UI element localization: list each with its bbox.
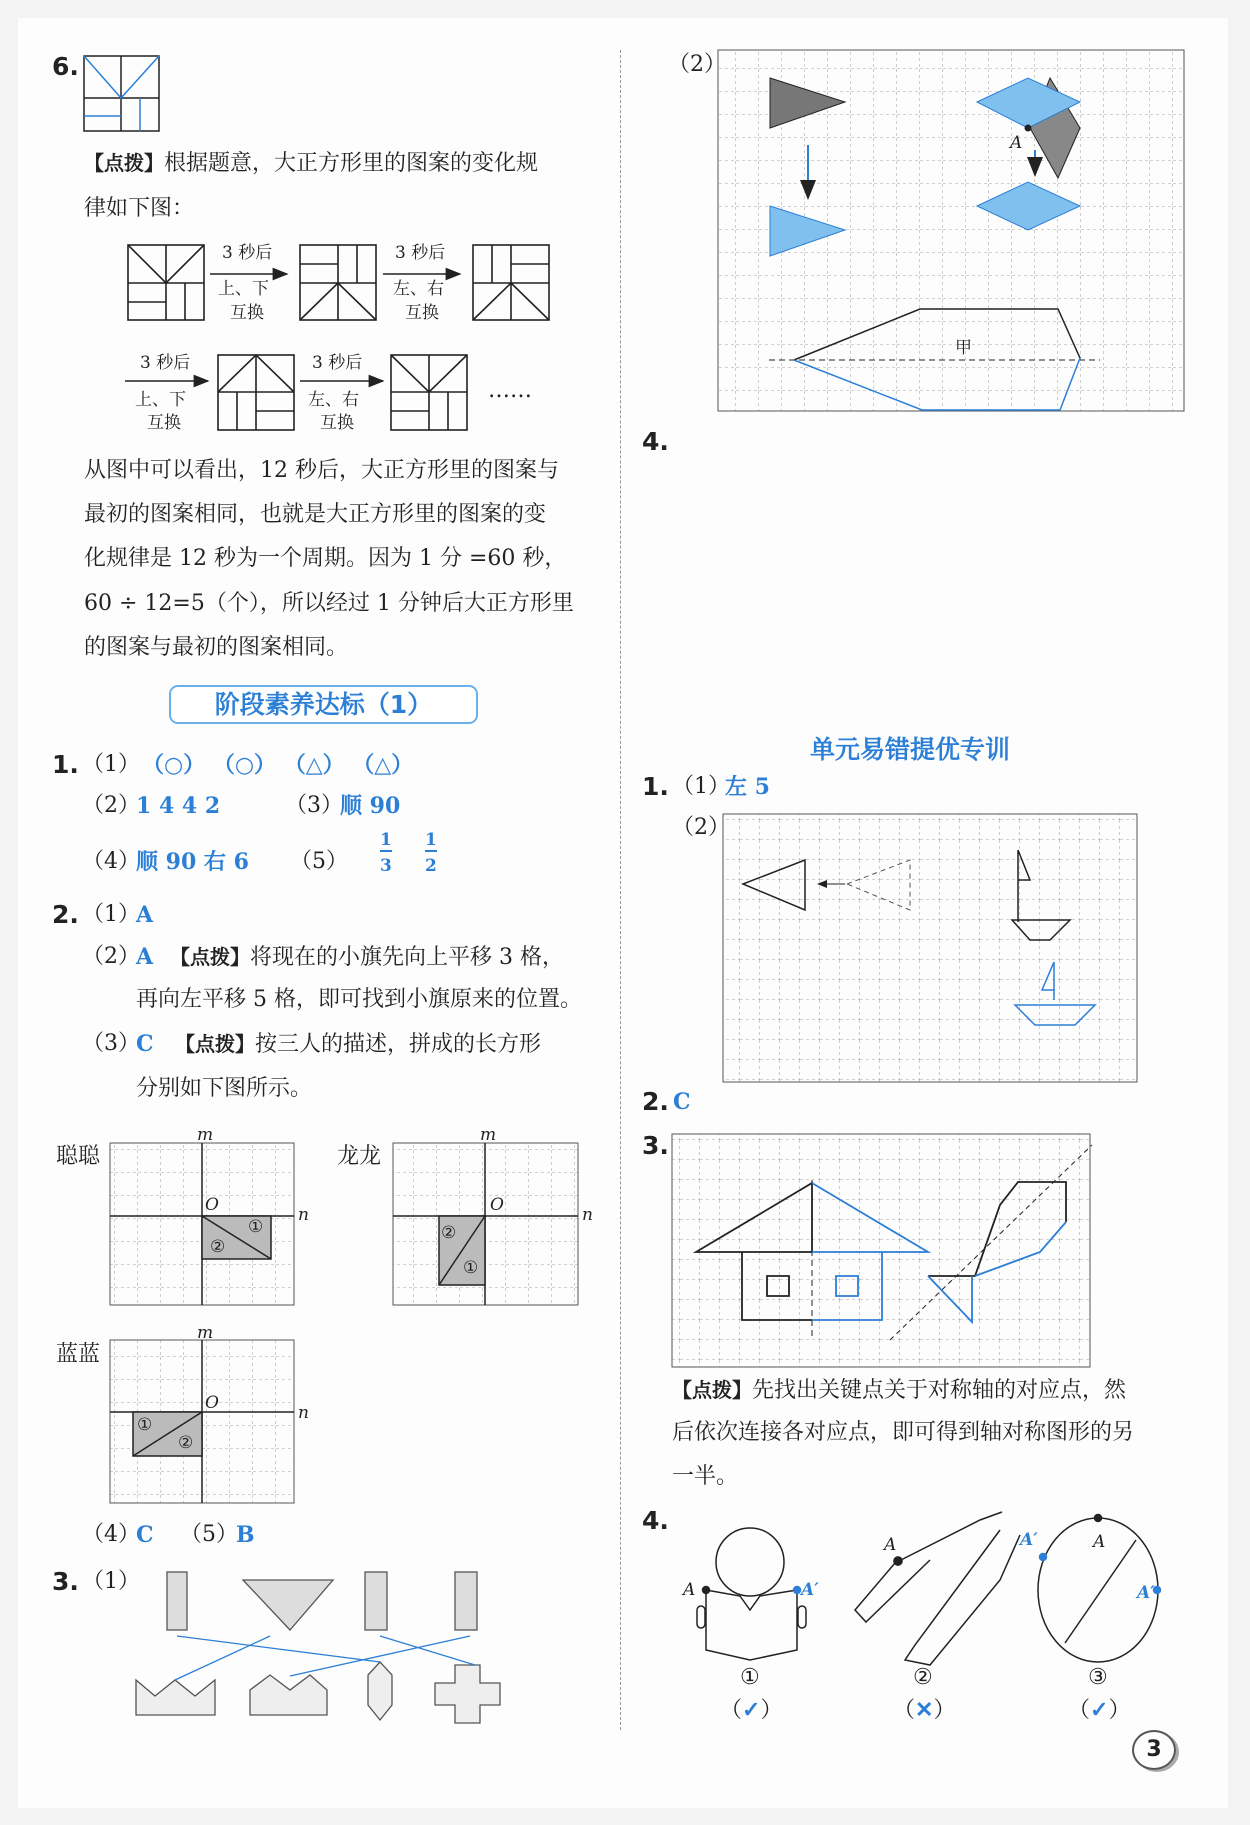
- pattern-2: [300, 245, 376, 320]
- item-number: ②: [913, 1665, 933, 1690]
- q6-answer-square: [84, 56, 159, 131]
- folding-figures: [136, 1572, 500, 1723]
- paren: （: [1068, 1698, 1091, 1723]
- q2-3-tip: [175, 1029, 541, 1060]
- part-label: （1）: [82, 752, 140, 777]
- grid-translation: [718, 50, 1184, 411]
- shape-label: 甲: [955, 338, 972, 358]
- answer-mark-1: [720, 1695, 782, 1726]
- arrow-label: 3 秒后: [395, 243, 446, 263]
- item-number: ①: [740, 1665, 760, 1690]
- tip-text: 分别如下图所示。: [136, 1076, 313, 1101]
- q4b-number: 4.: [642, 1506, 669, 1535]
- grid-label: 聪聪: [56, 1144, 101, 1169]
- piece-label: ①: [137, 1415, 153, 1435]
- part-label: （1）: [672, 774, 730, 799]
- answer: 顺 90 右 6: [136, 849, 249, 875]
- q2-2-tip: [170, 942, 564, 973]
- part-label: （2）: [82, 944, 140, 969]
- fraction-denominator: 3: [380, 856, 392, 876]
- arrow-label: 3 秒后: [312, 353, 363, 373]
- tip-label: 【点拨】: [84, 151, 164, 175]
- ellipsis: ……: [488, 378, 532, 403]
- tip-text: 一半。: [672, 1464, 739, 1489]
- answer: 左 5: [725, 774, 770, 800]
- point-label: A′: [1020, 1530, 1038, 1550]
- answer: B: [236, 1522, 255, 1548]
- q3-number: 3.: [642, 1131, 669, 1160]
- grid-q3-symmetry: [672, 1134, 1092, 1367]
- fraction-numerator: 1: [425, 830, 437, 850]
- part-label: （4）: [82, 849, 140, 874]
- paren: ）: [760, 1698, 783, 1723]
- figure-scissors: [855, 1512, 1020, 1665]
- answer: A: [136, 902, 154, 928]
- q2-number: 2.: [642, 1087, 669, 1116]
- q4-number: 4.: [642, 427, 669, 456]
- origin-label: O: [205, 1195, 219, 1215]
- check-icon: ✓: [742, 1697, 761, 1723]
- grid-longlong: [393, 1143, 578, 1305]
- arrow-label: 互换: [147, 413, 181, 433]
- arrow-label: 左、右: [393, 279, 444, 299]
- tip-text: 按三人的描述，拼成的长方形: [255, 1032, 542, 1057]
- axis-label: m: [197, 1323, 214, 1343]
- arrow-label: 上、下: [218, 279, 269, 299]
- origin-label: O: [205, 1393, 219, 1413]
- paren: （: [720, 1698, 743, 1723]
- tip-text: 将现在的小旗先向上平移 3 格，: [250, 945, 564, 970]
- answer: 顺 90: [340, 793, 401, 819]
- paren: ）: [933, 1698, 956, 1723]
- axis-label: n: [582, 1205, 593, 1225]
- fraction-numerator: 1: [380, 830, 392, 850]
- axis-label: n: [298, 1403, 309, 1423]
- grid-label: 龙龙: [337, 1144, 382, 1169]
- paragraph-line: 60 ÷ 12=5（个），所以经过 1 分钟后大正方形里: [84, 591, 574, 616]
- tip-text: 再向左平移 5 格，即可找到小旗原来的位置。: [136, 987, 582, 1012]
- part-label: （2）: [82, 793, 140, 818]
- part-label: （3）: [285, 793, 343, 818]
- point-label: A: [683, 1580, 696, 1600]
- q6-tip: [84, 148, 538, 179]
- piece-label: ①: [463, 1258, 479, 1278]
- piece-label: ②: [210, 1237, 226, 1257]
- tip-label: 【点拨】: [672, 1378, 752, 1402]
- origin-label: O: [490, 1195, 504, 1215]
- point-label: A′: [1137, 1583, 1155, 1603]
- part-label: （5）: [180, 1522, 238, 1547]
- paren: （: [893, 1698, 916, 1723]
- grid-congcong: [110, 1143, 294, 1305]
- point-label: A: [1093, 1532, 1106, 1552]
- axis-label: m: [197, 1125, 214, 1145]
- figure-reader: [697, 1528, 806, 1660]
- cross-icon: ✕: [915, 1697, 934, 1723]
- answer-mark-3: [1068, 1695, 1130, 1726]
- item-number: ③: [1088, 1665, 1108, 1690]
- arrow-label: 上、下: [135, 390, 186, 410]
- piece-label: ②: [441, 1223, 457, 1243]
- part-label: （3）: [82, 1031, 140, 1056]
- pattern-1: [128, 245, 204, 320]
- page-number: 3: [1132, 1730, 1176, 1770]
- part-label: （2）: [668, 52, 726, 77]
- symmetry-figures: [697, 1512, 1161, 1665]
- arrow-label: 3 秒后: [140, 353, 191, 373]
- part-label: （1）: [82, 902, 140, 927]
- answer: C: [136, 1031, 154, 1057]
- answer-mark-2: [893, 1695, 955, 1726]
- arrow-label: 互换: [230, 303, 264, 323]
- pattern-3: [473, 245, 549, 320]
- check-icon: ✓: [1090, 1697, 1109, 1723]
- pattern-5: [391, 355, 467, 430]
- q3-tip: [672, 1375, 1126, 1406]
- fraction-denominator: 2: [425, 856, 437, 876]
- answer: C: [136, 1522, 154, 1548]
- paragraph-line: 化规律是 12 秒为一个周期。因为 1 分 =60 秒，: [84, 546, 567, 571]
- axis-label: m: [480, 1125, 497, 1145]
- q2-number: 2.: [52, 900, 79, 929]
- part-label: （1）: [82, 1569, 140, 1594]
- answer: 1 4 4 2: [136, 793, 221, 819]
- arrow-label: 互换: [320, 413, 354, 433]
- point-label: A: [1010, 133, 1023, 153]
- grid-q1-2: [723, 814, 1137, 1082]
- answer: A: [136, 944, 154, 970]
- tip-label: 【点拨】: [170, 945, 250, 969]
- part-label: （5）: [290, 849, 348, 874]
- paren: ）: [1108, 1698, 1131, 1723]
- section-title: 阶段素养达标（1）: [214, 690, 433, 719]
- tip-text: 先找出关键点关于对称轴的对应点，然: [752, 1378, 1127, 1403]
- q6-number: 6.: [52, 52, 79, 81]
- paragraph-line: 的图案与最初的图案相同。: [84, 635, 349, 660]
- q3-number: 3.: [52, 1567, 79, 1596]
- tip-label: 【点拨】: [175, 1032, 255, 1056]
- q1-number: 1.: [642, 772, 669, 801]
- part-label: （2）: [672, 815, 730, 840]
- answer: （○） （○） （△） （△）: [142, 752, 414, 778]
- arrow-label: 3 秒后: [222, 243, 273, 263]
- paragraph-line: 最初的图案相同，也就是大正方形里的图案的变: [84, 502, 547, 527]
- tip-text: 后依次连接各对应点，即可得到轴对称图形的另: [672, 1420, 1135, 1445]
- q1-number: 1.: [52, 750, 79, 779]
- part-label: （4）: [82, 1522, 140, 1547]
- answer: C: [673, 1089, 691, 1115]
- paragraph-line: 从图中可以看出，12 秒后，大正方形里的图案与: [84, 458, 559, 483]
- arrow-label: 互换: [405, 303, 439, 323]
- piece-label: ①: [248, 1217, 264, 1237]
- tip-text: 根据题意，大正方形里的图案的变化规: [164, 151, 539, 176]
- axis-label: n: [298, 1205, 309, 1225]
- grid-label: 蓝蓝: [56, 1342, 101, 1367]
- point-label: A: [884, 1535, 897, 1555]
- section-title: 单元易错提优专训: [809, 735, 1010, 764]
- point-label: A′: [801, 1580, 819, 1600]
- pattern-4: [218, 355, 294, 430]
- piece-label: ②: [178, 1433, 194, 1453]
- q6-tip-text-2: 律如下图：: [84, 196, 195, 221]
- arrow-label: 左、右: [308, 390, 359, 410]
